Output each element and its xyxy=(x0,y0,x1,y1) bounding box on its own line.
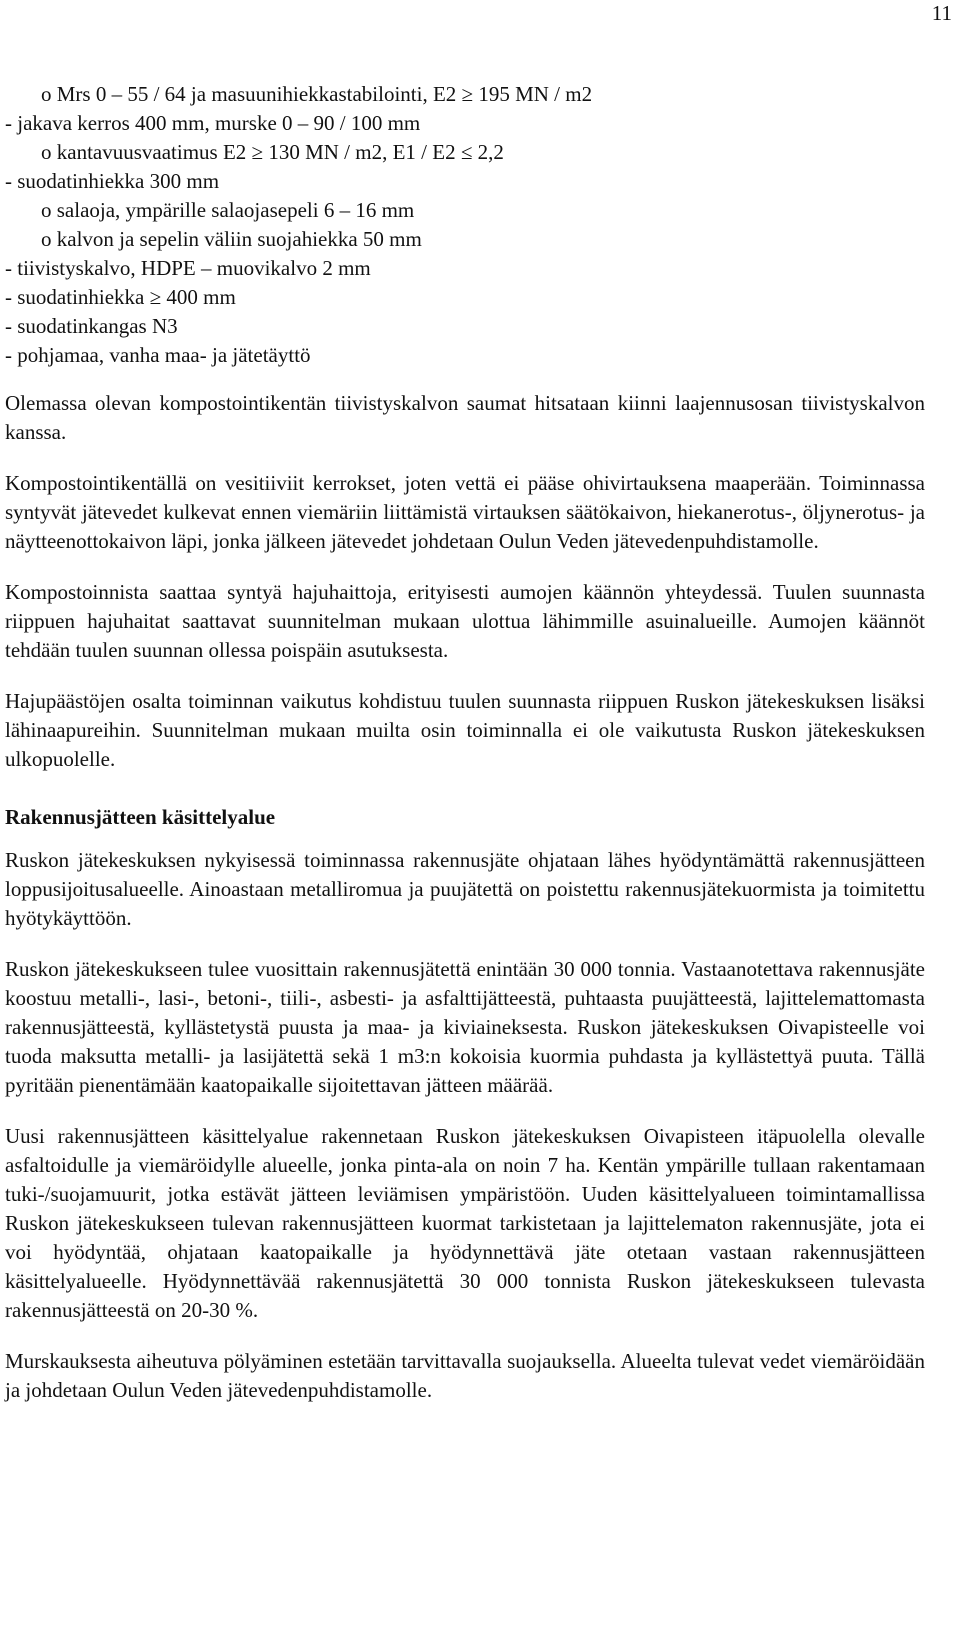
page-number: 11 xyxy=(931,1,952,25)
section-heading: Rakennusjätteen käsittelyalue xyxy=(5,805,276,829)
list-item: - tiivistyskalvo, HDPE – muovikalvo 2 mm xyxy=(5,256,371,280)
paragraph: Murskauksesta aiheutuva pölyäminen estetään tarvittavalla suojauksella. Alueelta tulevat vedet viemäröidään ja johdetaan Oulun Veden jätevedenpuhdistamolle. xyxy=(5,1349,925,1402)
list-item: o Mrs 0 – 55 / 64 ja masuunihiekkastabilointi, E2 ≥ 195 MN / m2 xyxy=(41,82,593,106)
paragraph: Ruskon jätekeskukseen tulee vuosittain rakennusjätettä enintään 30 000 tonnia. Vastaanotettava rakennusjäte koostuu metalli-, lasi-, betoni-, tiili-, asbesti- ja asfalttijätteestä, puhtaasta puujätteestä, lajittelemattomasta rakennusjätteestä, kyllästetystä puusta ja maa- ja kiviaineksesta. Ruskon jätekeskuksen Oivapisteelle voi tuoda maksutta metalli- ja lasijätettä sekä 1 m3:n kokoisia kuormia puhdasta ja kyllästettyä puuta. Tällä pyritään pienentämään kaatopaikalle sijoitettavan jätteen määrää. xyxy=(5,957,925,1097)
list-item: o kantavuusvaatimus E2 ≥ 130 MN / m2, E1 / E2 ≤ 2,2 xyxy=(41,140,504,164)
list-item: o kalvon ja sepelin väliin suojahiekka 50 mm xyxy=(41,227,422,251)
paragraph: Hajupäästöjen osalta toiminnan vaikutus kohdistuu tuulen suunnasta riippuen Ruskon jätekeskuksen lisäksi lähinaapureihin. Suunnitelman mukaan muilta osin toiminnalla ei ole vaikutusta Ruskon jätekeskuksen ulkopuolelle. xyxy=(5,689,925,771)
list-item: - pohjamaa, vanha maa- ja jätetäyttö xyxy=(5,343,311,367)
paragraph: Kompostoinnista saattaa syntyä hajuhaittoja, erityisesti aumojen käännön yhteydessä. Tuulen suunnasta riippuen hajuhaitat saattavat suunnitelman mukaan ulottua lähimmille asuinalueille. Aumojen käännöt tehdään tuulen suunnan ollessa poispäin asutuksesta. xyxy=(5,580,925,662)
list-item: - suodatinkangas N3 xyxy=(5,314,178,338)
list-item: - jakava kerros 400 mm, murske 0 – 90 / 100 mm xyxy=(5,111,421,135)
list-item: - suodatinhiekka ≥ 400 mm xyxy=(5,285,236,309)
paragraph: Uusi rakennusjätteen käsittelyalue rakennetaan Ruskon jätekeskuksen Oivapisteen itäpuolella olevalle asfaltoidulle ja viemäröidylle alueelle, jonka pinta-ala on noin 7 ha. Kentän ympärille tullaan rakentamaan tuki-/suojamuurit, jotka estävät jätteen leviämisen ympäristöön. Uuden käsittelyalueen toimintamallissa Ruskon jätekeskukseen tulevan rakennusjätteen kuormat tarkistetaan ja lajittelematon rakennusjäte, jota ei voi hyödyntää, ohjataan kaatopaikalle ja hyödynnettävä jäte otetaan vastaan rakennusjätteen käsittelyalueelle. Hyödynnettävää rakennusjätettä 30 000 tonnista Ruskon jätekeskukseen tulevasta rakennusjätteestä on 20-30 %. xyxy=(5,1124,925,1322)
paragraph: Ruskon jätekeskuksen nykyisessä toiminnassa rakennusjäte ohjataan lähes hyödyntämättä rakennusjätteen loppusijoitusalueelle. Ainoastaan metalliromua ja puujätettä on poistettu rakennusjätekuormista ja toimitettu hyötykäyttöön. xyxy=(5,848,925,930)
list-item: o salaoja, ympärille salaojasepeli 6 – 16 mm xyxy=(41,198,415,222)
structure-list xyxy=(5,80,925,370)
paragraph: Kompostointikentällä on vesitiiviit kerrokset, joten vettä ei pääse ohivirtauksena maaperään. Toiminnassa syntyvät jätevedet kulkevat ennen viemäriin liittämistä virtauksen säätökaivon, hiekanerotus-, öljynerotus- ja näytteenottokaivon läpi, jonka jälkeen jätevedet johdetaan Oulun Veden jätevedenpuhdistamolle. xyxy=(5,471,925,553)
paragraph: Olemassa olevan kompostointikentän tiivistyskalvon saumat hitsataan kiinni laajennusosan tiivistyskalvon kanssa. xyxy=(5,391,925,444)
document-body xyxy=(5,80,925,1405)
list-item: - suodatinhiekka 300 mm xyxy=(5,169,220,193)
